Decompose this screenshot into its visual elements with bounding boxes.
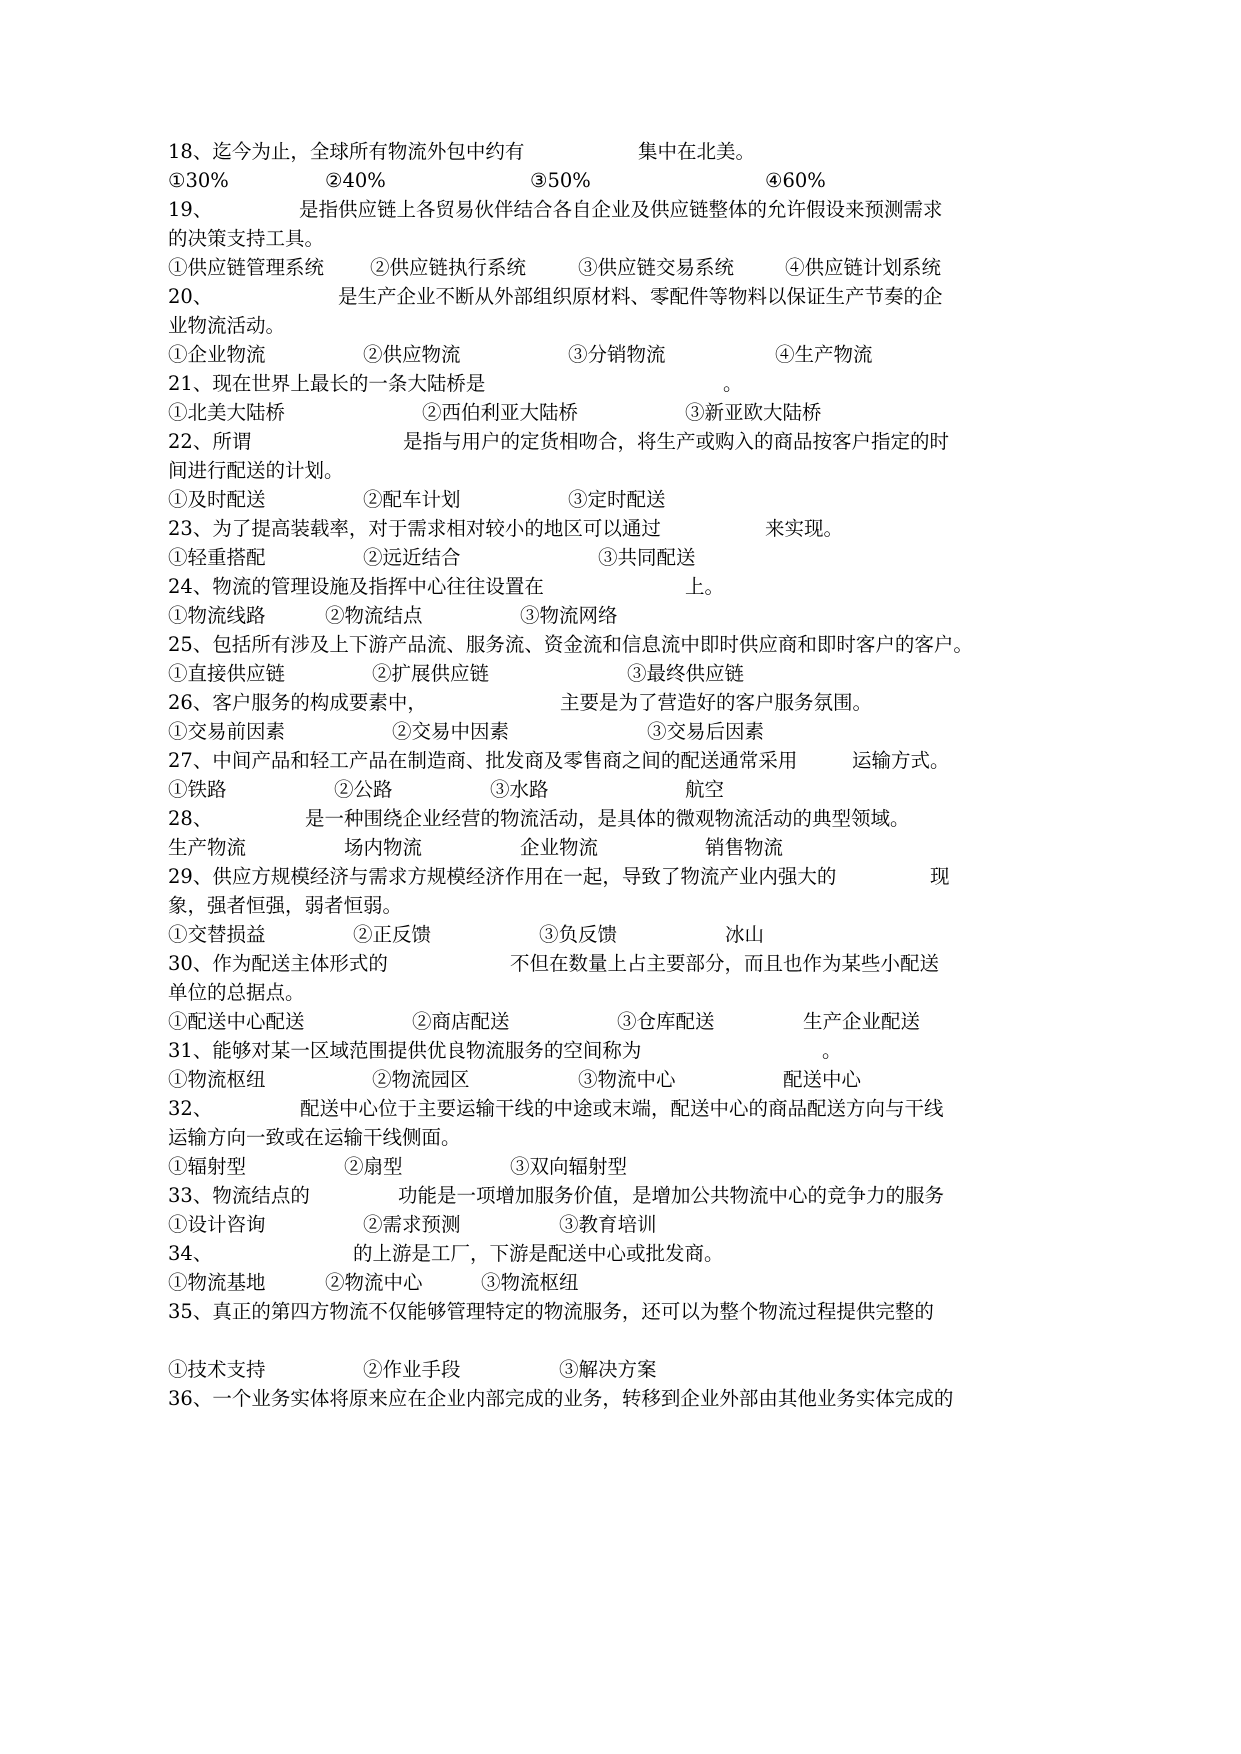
question-text: 34、 — [168, 1242, 213, 1265]
option: ②供应物流 — [363, 343, 461, 366]
option: ①及时配送 — [168, 488, 266, 511]
option: ②西伯利亚大陆桥 — [422, 401, 579, 424]
question-text: 业物流活动。 — [168, 314, 286, 337]
option: ②商店配送 — [412, 1010, 510, 1033]
question-text: 集中在北美。 — [638, 140, 756, 163]
option: ③定时配送 — [568, 488, 666, 511]
option: ①供应链管理系统 — [168, 256, 325, 279]
question-text: 33、物流结点的 — [168, 1184, 310, 1207]
option: ③交易后因素 — [647, 720, 765, 743]
question-text: 功能是一项增加服务价值，是增加公共物流中心的竞争力的服务 — [398, 1184, 945, 1207]
option: ②交易中因素 — [392, 720, 510, 743]
question-text: 31、能够对某一区域范围提供优良物流服务的空间称为 — [168, 1039, 642, 1062]
question-text: 21、现在世界上最长的一条大陆桥是 — [168, 372, 486, 395]
option: ①交易前因素 — [168, 720, 286, 743]
option: ①企业物流 — [168, 343, 266, 366]
question-36 — [0, 1382, 1241, 1415]
question-text: 24、物流的管理设施及指挥中心往往设置在 — [168, 575, 544, 598]
question-text: 是一种围绕企业经营的物流活动，是具体的微观物流活动的典型领域。 — [305, 807, 910, 830]
option: ③物流枢纽 — [481, 1271, 579, 1294]
option: ②物流中心 — [325, 1271, 423, 1294]
option: ①轻重搭配 — [168, 546, 266, 569]
option: ④60% — [765, 169, 826, 192]
question-text: 现 — [930, 865, 950, 888]
question-text: 运输方式。 — [852, 749, 950, 772]
option: ①30% — [168, 169, 229, 192]
option: ①设计咨询 — [168, 1213, 266, 1236]
option: ④生产物流 — [775, 343, 873, 366]
option: ③共同配送 — [598, 546, 696, 569]
option: 冰山 — [725, 923, 765, 946]
question-text: 间进行配送的计划。 — [168, 459, 344, 482]
question-text: 象，强者恒强，弱者恒弱。 — [168, 894, 403, 917]
option: ③分销物流 — [568, 343, 666, 366]
option: ①物流基地 — [168, 1271, 266, 1294]
question-text: 28、 — [168, 807, 213, 830]
option: ②公路 — [334, 778, 393, 801]
option: ③50% — [530, 169, 591, 192]
option: ③物流中心 — [578, 1068, 676, 1091]
option: ①北美大陆桥 — [168, 401, 286, 424]
question-text: 上。 — [685, 575, 725, 598]
question-text: 23、为了提高装载率，对于需求相对较小的地区可以通过 — [168, 517, 661, 540]
option: ②40% — [325, 169, 386, 192]
question-text: 29、供应方规模经济与需求方规模经济作用在一起，导致了物流产业内强大的 — [168, 865, 837, 888]
option: ③仓库配送 — [617, 1010, 715, 1033]
option: ②扩展供应链 — [372, 662, 490, 685]
option: ②物流园区 — [372, 1068, 470, 1091]
option: ①配送中心配送 — [168, 1010, 305, 1033]
option: ④供应链计划系统 — [785, 256, 942, 279]
option: ①辐射型 — [168, 1155, 247, 1178]
option: 航空 — [685, 778, 725, 801]
option: ①直接供应链 — [168, 662, 286, 685]
question-text: 不但在数量上占主要部分，而且也作为某些小配送 — [510, 952, 940, 975]
option: ②远近结合 — [363, 546, 461, 569]
option: ②扇型 — [344, 1155, 403, 1178]
option: ①技术支持 — [168, 1358, 266, 1381]
question-text: 25、包括所有涉及上下游产品流、服务流、资金流和信息流中即时供应商和即时客户的客户。 — [168, 633, 973, 656]
option: ②供应链执行系统 — [370, 256, 527, 279]
option: 生产企业配送 — [803, 1010, 921, 1033]
question-text: 32、 — [168, 1097, 213, 1120]
question-text: 26、客户服务的构成要素中， — [168, 691, 427, 714]
question-text: 30、作为配送主体形式的 — [168, 952, 388, 975]
question-text: 20、 — [168, 285, 213, 308]
option: 企业物流 — [520, 836, 599, 859]
question-text: 是指供应链上各贸易伙伴结合各自企业及供应链整体的允许假设来预测需求 — [299, 198, 943, 221]
option: 销售物流 — [705, 836, 784, 859]
option: ③最终供应链 — [627, 662, 745, 685]
question-text: 的决策支持工具。 — [168, 227, 325, 250]
option: 生产物流 — [168, 836, 247, 859]
option: ③解决方案 — [559, 1358, 657, 1381]
question-text: 来实现。 — [765, 517, 844, 540]
option: ①物流枢纽 — [168, 1068, 266, 1091]
question-text: 。 — [822, 1039, 842, 1062]
option: ③新亚欧大陆桥 — [685, 401, 822, 424]
question-text: 主要是为了营造好的客户服务氛围。 — [560, 691, 873, 714]
option: ③物流网络 — [520, 604, 618, 627]
question-text: 。 — [723, 372, 743, 395]
option: ①交替损益 — [168, 923, 266, 946]
question-text: 36、一个业务实体将原来应在企业内部完成的业务，转移到企业外部由其他业务实体完成的 — [168, 1387, 954, 1410]
option: ③供应链交易系统 — [578, 256, 735, 279]
option: 配送中心 — [783, 1068, 862, 1091]
option: ②作业手段 — [363, 1358, 461, 1381]
question-text: 27、中间产品和轻工产品在制造商、批发商及零售商之间的配送通常采用 — [168, 749, 798, 772]
option: ③教育培训 — [559, 1213, 657, 1236]
option: ②需求预测 — [363, 1213, 461, 1236]
question-text: 是生产企业不断从外部组织原材料、零配件等物料以保证生产节奏的企 — [338, 285, 943, 308]
option: ③水路 — [490, 778, 549, 801]
question-text: 配送中心位于主要运输干线的中途或末端，配送中心的商品配送方向与干线 — [300, 1097, 944, 1120]
option: ①铁路 — [168, 778, 227, 801]
option: ③负反馈 — [539, 923, 618, 946]
question-text: 35、真正的第四方物流不仅能够管理特定的物流服务，还可以为整个物流过程提供完整的 — [168, 1300, 934, 1323]
option: ③双向辐射型 — [510, 1155, 628, 1178]
question-text: 运输方向一致或在运输干线侧面。 — [168, 1126, 461, 1149]
option: ②物流结点 — [325, 604, 423, 627]
question-text: 单位的总据点。 — [168, 981, 305, 1004]
question-text: 18、迄今为止，全球所有物流外包中约有 — [168, 140, 525, 163]
question-text: 的上游是工厂，下游是配送中心或批发商。 — [353, 1242, 724, 1265]
question-text: 是指与用户的定货相吻合，将生产或购入的商品按客户指定的时 — [403, 430, 950, 453]
question-text: 19、 — [168, 198, 213, 221]
option: 场内物流 — [344, 836, 423, 859]
option: ②正反馈 — [353, 923, 432, 946]
option: ①物流线路 — [168, 604, 266, 627]
question-35 — [0, 1295, 1241, 1328]
question-text: 22、所谓 — [168, 430, 252, 453]
option: ②配车计划 — [363, 488, 461, 511]
